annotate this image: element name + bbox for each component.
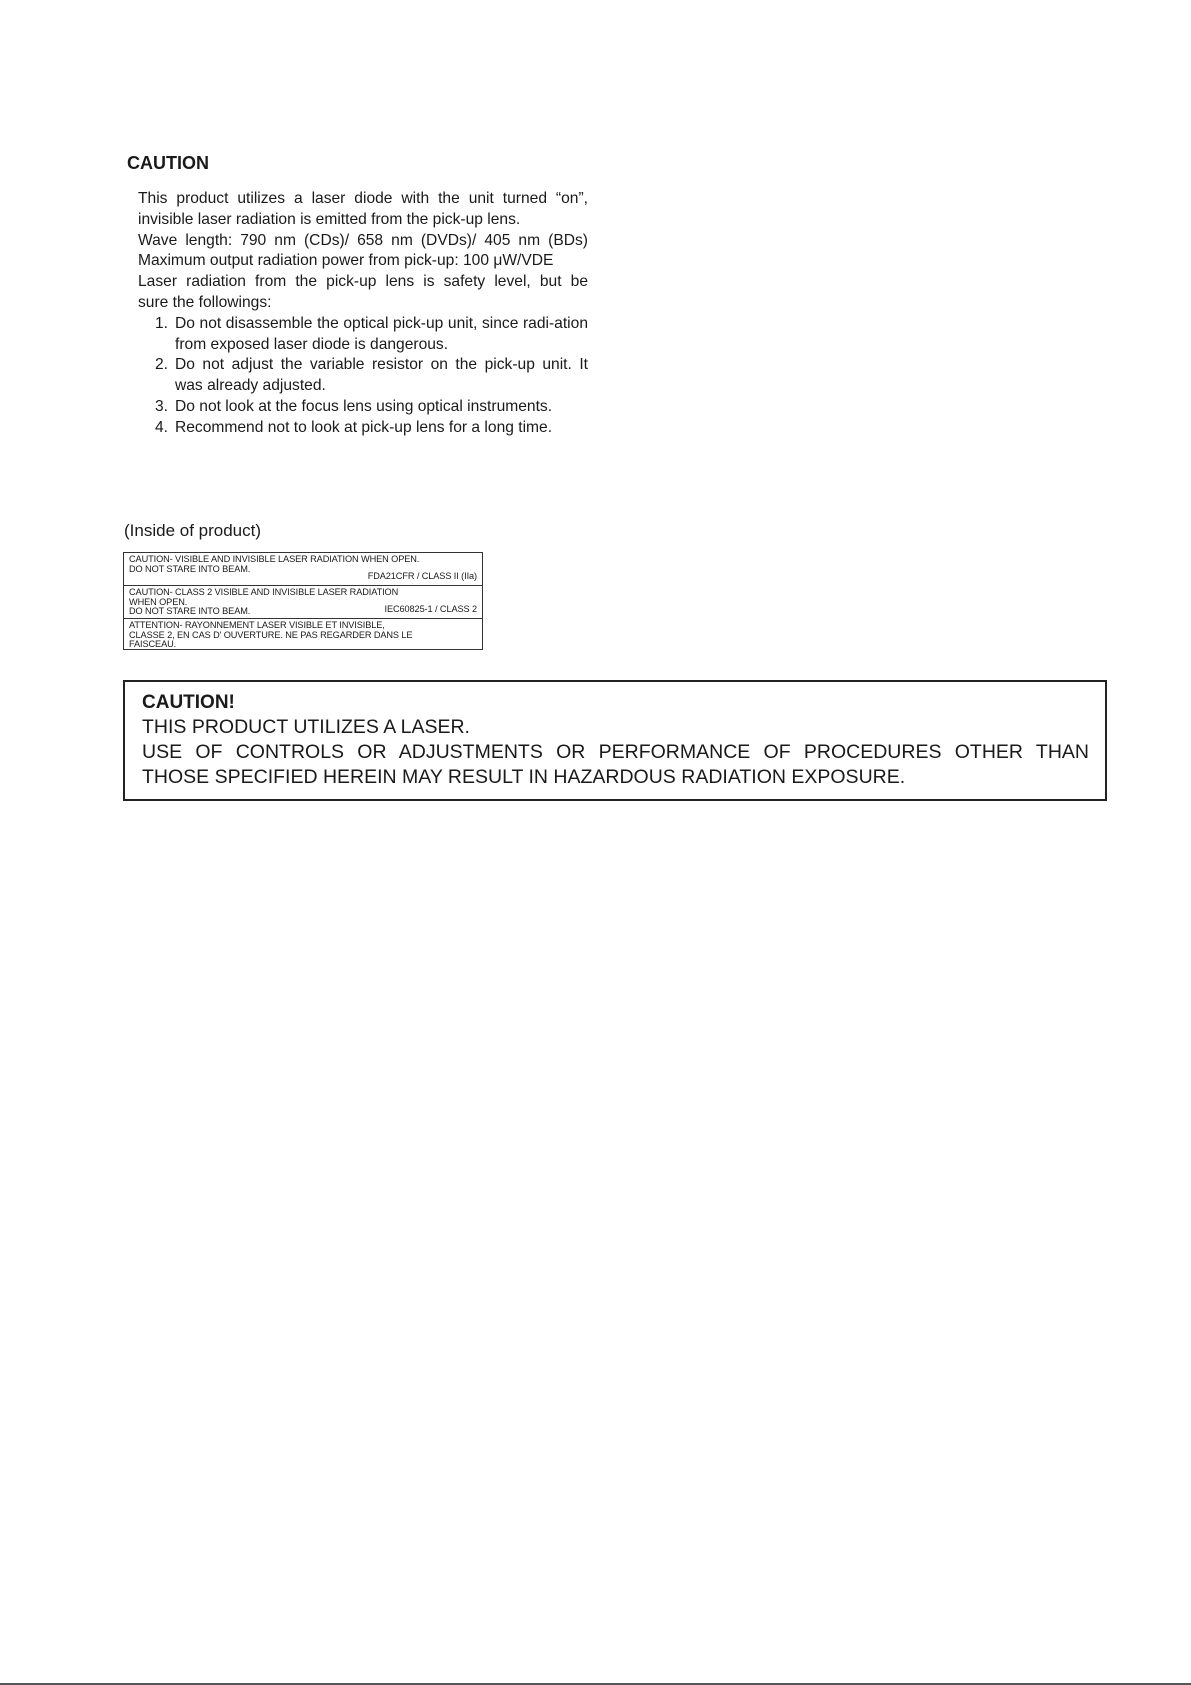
warning-line: USE OF CONTROLS OR ADJUSTMENTS OR PERFORMANCE OF PROCEDURES OTHER THAN — [142, 741, 1089, 763]
caution-body — [138, 189, 588, 439]
label-text-line: ATTENTION- RAYONNEMENT LASER VISIBLE ET INVISIBLE, — [129, 620, 385, 630]
list-item — [138, 397, 588, 418]
list-item-number: 4. — [155, 418, 169, 436]
label-row-iec — [124, 586, 482, 619]
list-item — [138, 418, 588, 439]
caution-list — [138, 314, 588, 439]
caution-text-line: sure the followings: — [138, 293, 272, 311]
label-text-line: FAISCEAU. — [129, 639, 177, 650]
warning-line: THOSE SPECIFIED HEREIN MAY RESULT IN HAZARDOUS RADIATION EXPOSURE. — [142, 766, 906, 788]
laser-caution-box — [123, 680, 1107, 801]
label-text-line: CAUTION- VISIBLE AND INVISIBLE LASER RADIATION WHEN OPEN. — [129, 554, 420, 564]
list-item — [138, 314, 588, 356]
list-item — [138, 355, 588, 397]
inside-of-product-label: (Inside of product) — [124, 521, 262, 540]
caution-heading: CAUTION — [127, 153, 209, 173]
caution-text-line: This product utilizes a laser diode with the unit turned “on”, — [138, 190, 588, 207]
label-text-line: CLASSE 2, EN CAS D' OUVERTURE. NE PAS REGARDER DANS LE — [129, 629, 413, 640]
label-row-fda — [124, 553, 482, 586]
list-item-number: 2. — [155, 356, 169, 374]
warning-line: THIS PRODUCT UTILIZES A LASER. — [142, 716, 470, 738]
label-standard-fda: FDA21CFR / CLASS II (IIa) — [367, 571, 477, 582]
list-item-text: Do not look at the focus lens using optical instruments. — [175, 397, 553, 415]
list-item-number: 1. — [155, 314, 169, 332]
laser-warning-label — [123, 552, 483, 650]
caution-text-line: invisible laser radiation is emitted from the pick-up lens. — [138, 210, 521, 228]
warning-title: CAUTION! — [142, 692, 235, 713]
list-item-text: Recommend not to look at pick-up lens for a long time. — [175, 418, 553, 436]
label-text-line: DO NOT STARE INTO BEAM. — [129, 563, 251, 574]
label-row-french — [124, 619, 482, 649]
list-item-text: Do not adjust the variable resistor on the pick-up unit. It was already adjusted. — [175, 356, 588, 395]
label-text-line: WHEN OPEN. — [129, 596, 188, 607]
list-item-number: 3. — [155, 397, 169, 415]
wavelength-line: Wave length: 790 nm (CDs)/ 658 nm (DVDs)/ 405 nm (BDs) — [138, 231, 588, 249]
caution-text-line: Laser radiation from the pick-up lens is safety level, but be — [138, 273, 588, 291]
output-power-line: Maximum output radiation power from pick-up: 100 μW/VDE — [138, 252, 554, 270]
list-item-text: Do not disassemble the optical pick-up unit, since radi-ation from exposed laser diode is dangerous. — [175, 314, 588, 353]
label-text-line: DO NOT STARE INTO BEAM. — [129, 606, 251, 617]
label-standard-iec: IEC60825-1 / CLASS 2 — [384, 604, 477, 615]
label-text-line: CAUTION- CLASS 2 VISIBLE AND INVISIBLE LASER RADIATION — [129, 587, 399, 597]
